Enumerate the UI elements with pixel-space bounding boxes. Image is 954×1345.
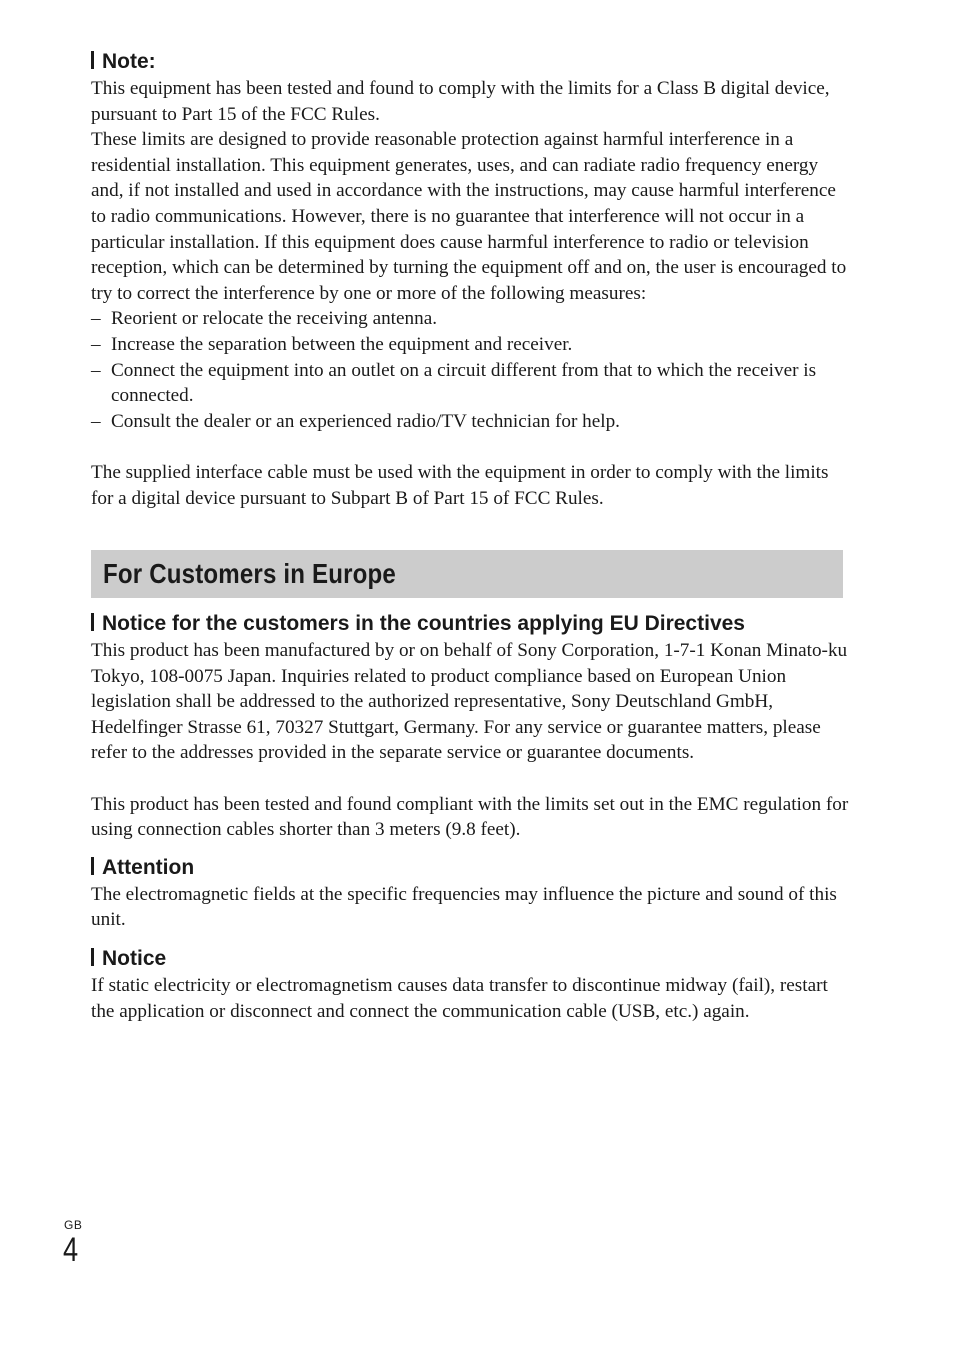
heading-bar-marker <box>91 51 94 69</box>
interference-paragraph: These limits are designed to provide reasonable protection against harmful interference in a residential installation. This equipment generates, uses, and can radiate radio frequency energy and, if not installed and used in accordance with the instructions, may cause harmful interference to radio communications. However, there is no guarantee that interference will not occur in a particular installation. If this equipment does cause harmful interference to radio or television reception, which can be determined by turning the equipment off and on, the user is encouraged to try to correct the interference by one or more of the following measures: <box>91 129 847 304</box>
dash-marker: – <box>91 333 101 355</box>
list-item-text: Reorient or relocate the receiving antenna. <box>111 308 438 330</box>
heading-spacer <box>91 843 851 854</box>
eu-directives-heading <box>91 610 851 638</box>
list-item-text: Connect the equipment into an outlet on a circuit different from that to which the receiver is connected. <box>111 359 817 407</box>
page-content <box>91 48 851 1024</box>
heading-bar-marker <box>91 857 94 875</box>
notice-heading-text: Notice <box>102 947 167 971</box>
list-item <box>91 306 851 332</box>
list-item <box>91 409 851 435</box>
list-item-text: Increase the separation between the equipment and receiver. <box>111 333 573 355</box>
list-item <box>91 332 851 358</box>
list-item-text: Consult the dealer or an experienced radio/TV technician for help. <box>111 410 620 432</box>
interface-cable-paragraph: The supplied interface cable must be used with the equipment in order to comply with the limits for a digital device pursuant to Subpart B of Part 15 of FCC Rules. <box>91 461 829 509</box>
manufacturer-paragraph: This product has been manufactured by or on behalf of Sony Corporation, 1-7-1 Konan Minato-ku Tokyo, 108-0075 Japan. Inquiries related to product compliance based on European Union legislation shall be addressed to the authorized representative, Sony Deutschland GmbH, Hedelfinger Strasse 61, 70327 Stuttgart, Germany. For any service or guarantee matters, please refer to the addresses provided in the separate service or guarantee documents. <box>91 640 848 764</box>
list-item <box>91 358 851 409</box>
notice-heading <box>91 945 851 973</box>
attention-heading-text: Attention <box>102 855 195 879</box>
eu-directives-heading-text: Notice for the customers in the countries applying EU Directives <box>102 612 745 636</box>
page-footer <box>64 1218 82 1268</box>
heading-bar-marker <box>91 613 94 631</box>
heading-spacer <box>91 933 851 945</box>
dash-marker: – <box>91 359 101 381</box>
heading-bar-marker <box>91 948 94 966</box>
section-title: For Customers in Europe <box>103 558 397 590</box>
attention-paragraph: The electromagnetic fields at the specific frequencies may influence the picture and sound of this unit. <box>91 883 837 931</box>
dash-marker: – <box>91 308 101 330</box>
fcc-compliance-paragraph: This equipment has been tested and found to comply with the limits for a Class B digital device, pursuant to Part 15 of the FCC Rules. <box>91 78 830 125</box>
paragraph-spacer <box>91 766 851 792</box>
attention-heading <box>91 854 851 882</box>
dash-marker: – <box>91 410 101 432</box>
emc-paragraph: This product has been tested and found compliant with the limits set out in the EMC regulation for using connection cables shorter than 3 meters (9.8 feet). <box>91 793 849 841</box>
note-heading <box>91 48 851 76</box>
measures-list <box>91 306 851 434</box>
language-code: GB <box>64 1218 83 1232</box>
notice-paragraph: If static electricity or electromagnetism causes data transfer to discontinue midway (fail), restart the application or disconnect and connect the communication cable (USB, etc.) again. <box>91 975 828 1022</box>
paragraph-spacer <box>91 434 851 460</box>
page-number: 4 <box>63 1231 79 1269</box>
note-heading-text: Note: <box>102 50 156 73</box>
section-banner <box>91 550 843 598</box>
